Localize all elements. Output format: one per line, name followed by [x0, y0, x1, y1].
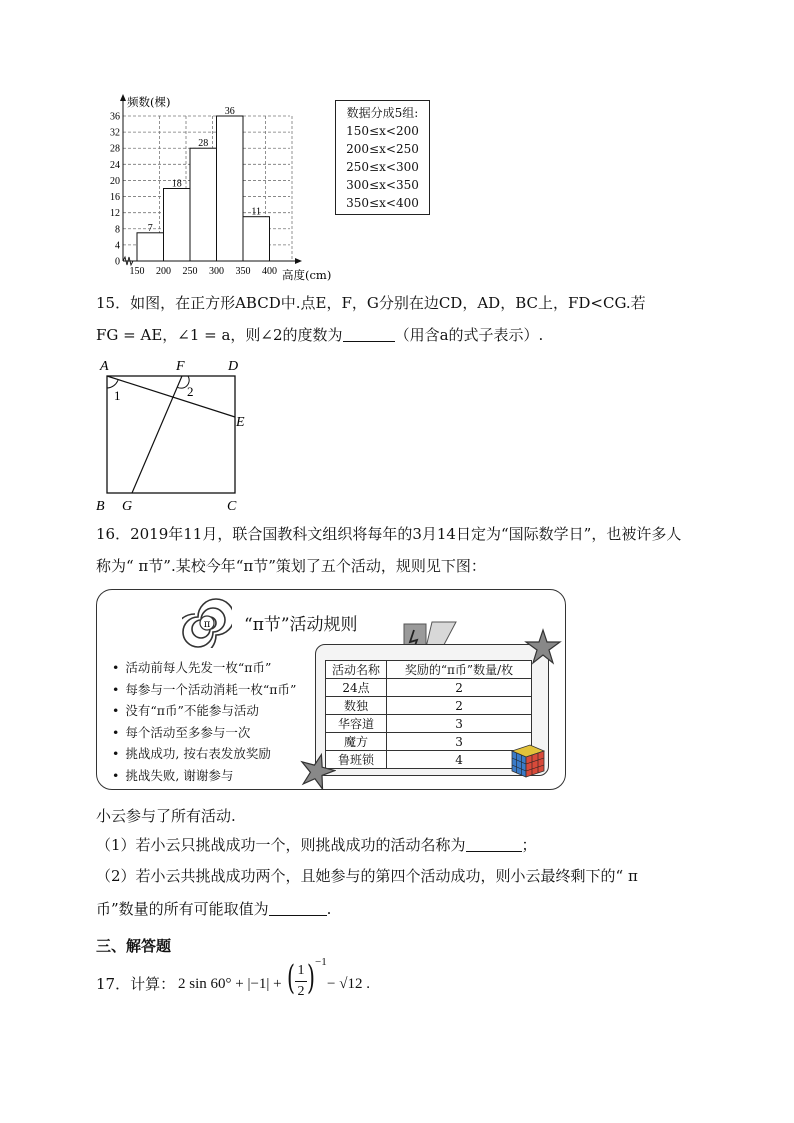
- table-row: [326, 697, 532, 715]
- rule-item: • 挑战成功, 按右表发放奖励: [112, 743, 296, 765]
- table-cell: 24点: [326, 679, 387, 697]
- q16-sub2-line2-a: 币”数量的所有可能取值为: [96, 900, 269, 918]
- table-cell: 3: [387, 715, 532, 733]
- bar: [243, 217, 270, 261]
- q16-sub2-line2: [96, 899, 331, 919]
- q16-sub1-a: （1）若小云只挑战成功一个，则挑战成功的活动名称为: [96, 836, 466, 854]
- q15-line2: [96, 325, 543, 345]
- section-heading: 三、解答题: [96, 937, 172, 955]
- paren-right: ): [307, 958, 315, 998]
- q16-line1: 16．2019年11月，联合国教科文组织将每年的3月14日定为“国际数学日”，也被许多人: [96, 525, 682, 543]
- bar-value-label: 28: [198, 138, 209, 150]
- answer-blank: [269, 901, 327, 916]
- pi-spiral-icon: [182, 598, 232, 648]
- q16-sub1-b: ；: [521, 836, 537, 854]
- table-row: [326, 751, 532, 769]
- y-tick-label: 4: [115, 240, 120, 252]
- table-cell: 2: [387, 697, 532, 715]
- rule-item: • 每参与一个活动消耗一枚“π币”: [112, 679, 296, 701]
- table-cell: 4: [387, 751, 532, 769]
- label-angle2: 2: [187, 384, 194, 399]
- rules-list: [112, 657, 296, 786]
- table-row: [326, 679, 532, 697]
- table-cell: 魔方: [326, 733, 387, 751]
- y-tick-label: 12: [110, 208, 120, 220]
- y-tick-label: 0: [115, 256, 120, 268]
- bar-value-label: 11: [251, 206, 262, 218]
- table-header: 活动名称: [326, 661, 387, 679]
- y-tick-label: 16: [110, 192, 120, 204]
- square-figure: [90, 352, 260, 514]
- reward-table: [325, 660, 532, 769]
- rules-title: “π节”活动规则: [244, 615, 358, 635]
- y-tick-label: 28: [110, 143, 120, 155]
- bar-value-label: 36: [224, 106, 235, 117]
- paren-left: (: [287, 958, 295, 998]
- segment-ae: [107, 376, 235, 417]
- label-d: D: [228, 359, 239, 374]
- legend-row: 350≤x<400: [346, 196, 419, 210]
- x-axis-arrow: [295, 258, 302, 264]
- x-tick-label: 150: [129, 266, 145, 277]
- label-c: C: [227, 499, 237, 514]
- data-group-legend: [335, 100, 430, 215]
- bar-value-label: 18: [171, 178, 182, 190]
- table-cell: 鲁班锁: [326, 751, 387, 769]
- q17-label: 17．计算：: [96, 975, 176, 993]
- frac-num: 1: [297, 963, 305, 978]
- label-angle1: 1: [114, 388, 121, 403]
- frac-bar: [295, 981, 307, 982]
- rule-item: • 活动前每人先发一枚“π币”: [112, 657, 296, 679]
- q16-line2: 称为“ π节”.某校今年“π节”策划了五个活动，规则见下图：: [96, 557, 486, 575]
- legend-row: 250≤x<300: [346, 160, 419, 174]
- y-tick-label: 24: [110, 159, 120, 171]
- x-tick-label: 200: [156, 266, 171, 277]
- y-tick-label: 36: [110, 111, 120, 123]
- legend-row: 300≤x<350: [346, 178, 419, 192]
- table-row: [326, 715, 532, 733]
- y-axis-title: 频数(棵): [127, 95, 171, 109]
- star-icon: [298, 752, 336, 790]
- label-f: F: [176, 359, 185, 374]
- segment-fg: [132, 376, 182, 493]
- x-tick-label: 350: [235, 266, 251, 277]
- table-cell: 2: [387, 679, 532, 697]
- bar: [190, 148, 217, 261]
- pi-symbol: π: [203, 619, 211, 630]
- legend-title: 数据分成5组:: [346, 106, 419, 120]
- frac-den: 2: [297, 984, 305, 999]
- y-tick-label: 8: [115, 224, 120, 236]
- star-icon: [524, 628, 562, 666]
- table-cell: 华容道: [326, 715, 387, 733]
- q15-line2-b: （用含a的式子表示）.: [394, 326, 544, 344]
- table-cell: 数独: [326, 697, 387, 715]
- x-tick-label: 400: [262, 266, 277, 277]
- answer-blank: [466, 837, 522, 852]
- legend-row: 150≤x<200: [346, 124, 419, 138]
- table-header: 奖励的“π币”数量/枚: [387, 661, 532, 679]
- rule-item: • 每个活动至多参与一次: [112, 722, 296, 744]
- q17-expr-b: − √12 .: [327, 976, 370, 992]
- table-row: [326, 733, 532, 751]
- q17-expr-a: 2 sin 60° + |−1| +: [178, 976, 282, 992]
- q15-line2-a: FG = AE，∠1 = a，则∠2的度数为: [96, 326, 343, 344]
- legend-row: 200≤x<250: [346, 142, 419, 156]
- y-tick-label: 20: [110, 175, 120, 187]
- bar-value-label: 7: [147, 222, 153, 234]
- answer-blank: [343, 327, 395, 342]
- rubiks-cube-icon: [508, 741, 548, 779]
- q16-sub1: [96, 835, 537, 855]
- label-b: B: [96, 499, 105, 514]
- q15-line1: 15．如图，在正方形ABCD中.点E，F，G分别在边CD，AD，BC上，FD<CG.若: [96, 294, 646, 312]
- table-header-row: [326, 661, 532, 679]
- angle1-arc: [107, 380, 118, 388]
- histogram-chart: [95, 90, 335, 285]
- y-tick-label: 32: [110, 127, 120, 139]
- x-axis-title: 高度(cm): [282, 268, 332, 282]
- bar: [217, 116, 244, 261]
- q16-sub2-line1: （2）若小云共挑战成功两个，且她参与的第四个活动成功，则小云最终剩下的“ π: [96, 867, 638, 885]
- x-tick-label: 300: [209, 266, 224, 277]
- table-cell: 3: [387, 733, 532, 751]
- rule-item: • 挑战失败, 谢谢参与: [112, 765, 296, 787]
- rule-item: • 没有“π币”不能参与活动: [112, 700, 296, 722]
- square-abcd: [107, 376, 235, 493]
- label-g: G: [122, 499, 133, 514]
- bar: [164, 189, 191, 262]
- q16-sub2-line2-b: .: [326, 900, 332, 918]
- label-e: E: [236, 415, 245, 430]
- x-tick-label: 250: [182, 266, 198, 277]
- bar: [137, 233, 164, 261]
- label-a: A: [100, 359, 109, 374]
- exponent: −1: [315, 956, 327, 968]
- q16-after: 小云参与了所有活动.: [96, 807, 236, 825]
- y-axis-arrow: [120, 94, 126, 101]
